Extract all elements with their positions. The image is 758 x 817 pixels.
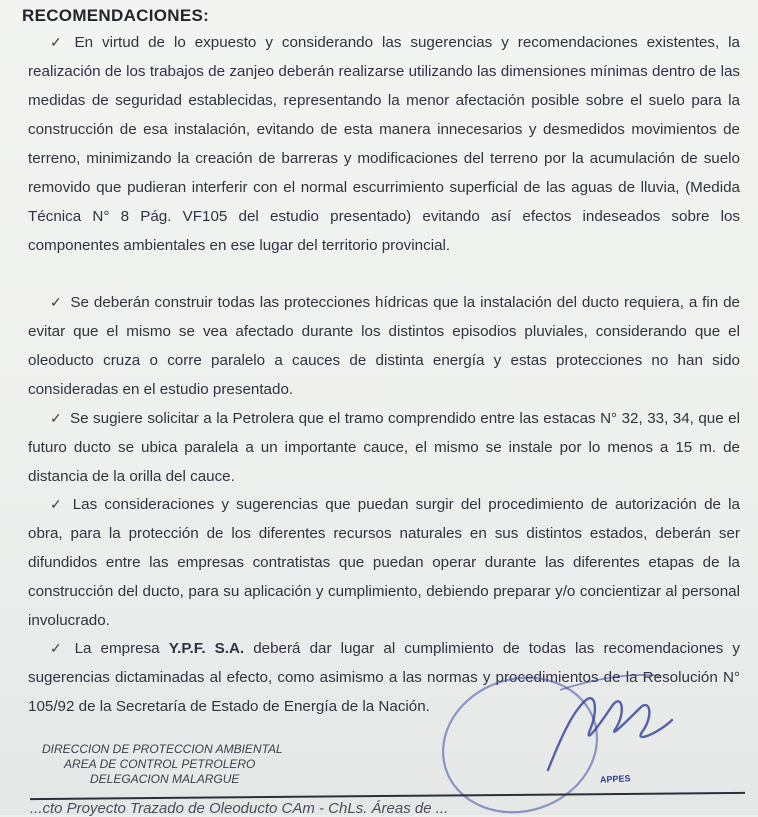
paragraph-text: En virtud de lo expuesto y considerando las sugerencias y recomendaciones existentes, la realización de los trabajos de zanjeo deberán realizarse utilizando las dimensiones mínimas dentro de las medidas de seguridad establecidas, representando la menor afectación posible sobre el suelo para la construcción de esa instalación, evitando de esta manera innecesarios y desmedidos movimientos de terreno, minimizando la creación de barreras y modificaciones del terreno por la acumulación de suelo removido que pudieran interferir con el normal escurrimiento superficial de las aguas de lluvia, (Medida Técnica N° 8 Pág. VF105 del estudio presentado) evitando así efectos indeseados sobre los componentes ambientales en ese lugar del territorio provincial. bbox=[28, 34, 740, 254]
footer-line-directorate: DIRECCION DE PROTECCION AMBIENTAL bbox=[42, 742, 283, 756]
paragraph-4 bbox=[28, 490, 740, 635]
paragraph-1 bbox=[28, 28, 740, 260]
check-mark-icon: ✓ bbox=[50, 294, 63, 310]
check-mark-icon: ✓ bbox=[50, 640, 67, 656]
check-mark-icon: ✓ bbox=[50, 34, 67, 50]
paragraph-5 bbox=[28, 634, 740, 721]
paragraph-3 bbox=[28, 404, 740, 491]
company-name: Y.P.F. S.A. bbox=[168, 640, 245, 657]
signature-block bbox=[42, 742, 283, 787]
paragraph-text-end: deberá dar lugar al cumplimiento de todas las recomendaciones y sugerencias dictaminadas al efecto, como asimismo a las normas y procedimientos de la Resolución N° 105/92 de la Secretaría de Estado de Energía de la Nación. bbox=[28, 640, 740, 715]
check-mark-icon: ✓ bbox=[50, 496, 65, 512]
stamp-label: APPES bbox=[599, 773, 631, 785]
paragraph-text: Las consideraciones y sugerencias que puedan surgir del procedimiento de autorización de la obra, para la protección de los diferentes recursos naturales en sus distintos estados, deberán ser difundidos entre las empresas contratistas que puedan operar durante las diferentes etapas de la construcción del ducto, para su aplicación y cumplimiento, debiendo preparar y/o concientizar al personal involucrado. bbox=[28, 496, 740, 629]
check-mark-icon: ✓ bbox=[50, 410, 62, 426]
cut-off-footer-text: ...cto Proyecto Trazado de Oleoducto CAm - ChLs. Áreas de ... bbox=[30, 800, 449, 817]
paragraph-2 bbox=[28, 288, 740, 404]
paragraph-text: Se deberán construir todas las protecciones hídricas que la instalación del ducto requiera, a fin de evitar que el mismo se vea afectado durante los distintos episodios pluviales, considerando que el oleoducto cruza o corre paralelo a cauces de distinta energía y estas protecciones no han sido consideradas en el estudio presentado. bbox=[28, 294, 740, 398]
paragraph-text: Se sugiere solicitar a la Petrolera que el tramo comprendido entre las estacas N° 32, 33, 34, que el futuro ducto se ubica paralela a un importante cauce, el mismo se instale por lo menos a 15 m. de distancia de la orilla del cauce. bbox=[28, 410, 740, 485]
footer-line-area: AREA DE CONTROL PETROLERO bbox=[64, 757, 256, 771]
divider-line bbox=[30, 792, 745, 800]
footer-line-delegation: DELEGACION MALARGUE bbox=[90, 772, 240, 786]
section-heading: RECOMENDACIONES: bbox=[22, 6, 210, 25]
paragraph-text-start: La empresa bbox=[74, 640, 169, 657]
